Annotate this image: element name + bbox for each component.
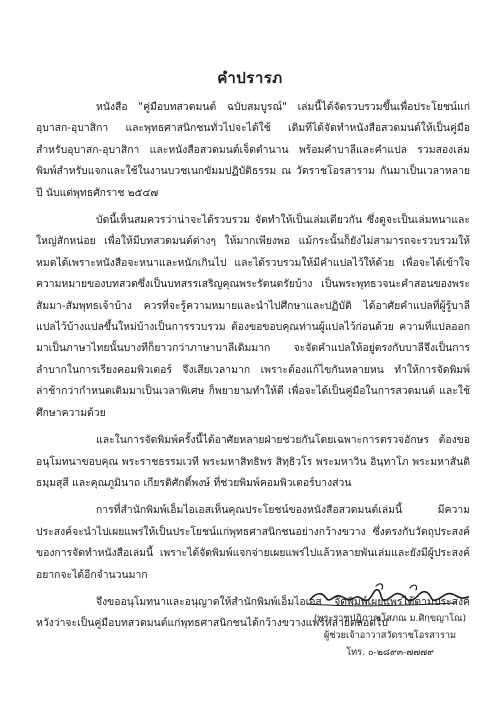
signature-block (300, 580, 480, 661)
paragraph-intro: หนังสือ "คู่มือบทสวดมนต์ ฉบับสมบูรณ์" เล่มนี้ได้จัดรวบรวมขึ้นเพื่อประโยชน์แก่อุบาสก-อุบาสิกา และพุทธศาสนิกชนทั่วไปจะได้ใช้ เดิมทีได้จัดทำหนังสือสวดมนต์ให้เป็นคู่มือสำหรับอุบาสก-อุบาสิกา และหนังสือสวดมนต์เจ็ดตำนาน พร้อมคำบาลีและคำแปล รวมสองเล่ม พิมพ์สำหรับแจกและใช้ในงานบวชเนกขัมมปฏิบัติธรรม ณ วัดราชโอรสาราม กันมาเป็นเวลาหลายปี นับแต่พุทธศักราช ๒๕๔๗ (36, 101, 470, 199)
document-body (36, 97, 470, 635)
paragraph-compilation: บัดนี้เห็นสมควรว่าน่าจะได้รวบรวม จัดทำให้เป็นเล่มเดียวกัน ซึ่งดูจะเป็นเล่มหนาและใหญ่สักหน่อย เพื่อให้มีบทสวดมนต์ต่างๆ ให้มากเพียงพอ แม้กระนั้นก็ยังไม่สามารถจะรวบรวมให้หมดได้เพราะหนังสือจะหนาและหนักเกินไป และได้รวบรวมให้มีคำแปลไว้ให้ด้วย เพื่อจะได้เข้าใจความหมายของบทสวดซึ่งเป็นบทสรรเสริญคุณพระรัตนตรัยบ้าง เป็นพระพุทธวจนะคำสอนของพระสัมมา-สัมพุทธเจ้าบ้าง ควรที่จะรู้ความหมายและนำไปศึกษาและปฏิบัติ ได้อาศัยคำแปลที่ผู้รู้บาลีแปลไว้บ้างแปลขึ้นใหม่บ้างเป็นการรวบรวม ต้องขอขอบคุณท่านผู้แปลไว้ก่อนด้วย ความที่แปลออกมาเป็นภาษาไทยนั้นบางทีก็ยาวกว่าภาษาบาลีเดิมมาก จะจัดคำแปลให้อยู่ตรงกับบาลีจึงเป็นการลำบากในการเรียงคอมพิวเตอร์ จึงเสียเวลามาก เพราะต้องแก้ไขกันหลายหน ทำให้การจัดพิมพ์ล่าช้ากว่ากำหนดเดิมมาเป็นเวลาพิเศษ ก็พยายามทำให้ดี เพื่อจะได้เป็นคู่มือในการสวดมนต์ และใช้ศึกษาความด้วย (36, 214, 470, 419)
signatory-name: (พระราชปฏิภาณโสภณ ม.ศิกฺขญาโณ) (313, 613, 467, 624)
handwritten-signature (306, 580, 474, 608)
paragraph-publisher: การที่สำนักพิมพ์เอ็มไอเอสเห็นคุณประโยชน์ของหนังสือสวดมนต์เล่มนี้ มีความประสงค์จะนำไปเผยแพร่ให้เป็นประโยชน์แก่พุทธศาสนิกชนอย่างกว้างขวาง ซึ่งตรงกับวัตถุประสงค์ของการจัดทำหนังสือเล่มนี้ เพราะได้จัดพิมพ์แจกจ่ายเผยแพร่ไปแล้วหลายพันเล่มและยังมีผู้ประสงค์อยากจะได้อีกจำนวนมาก (36, 504, 470, 581)
document-title: คำปรารภ (217, 69, 283, 87)
paragraph-closing: จึงขออนุโมทนาและอนุญาตให้สำนักพิมพ์เอ็มไอเอส จัดพิมพ์เผยแพร่ได้ตามประสงค์ หวังว่าจะเป็นคู่มือบทสวดมนต์แก่พุทธศาสนิกชนได้กว้างขวางแพร่หลายตลอดไป (36, 595, 470, 630)
paragraph-acknowledgements: และในการจัดพิมพ์ครั้งนี้ได้อาศัยหลายฝ่ายช่วยกันโดยเฉพาะการตรวจอักษร ต้องขออนุโมทนาขอบคุณ พระราชธรรมเวที พระมหาสิทธิพร สิทฺธิวโร พระมหาวิน อินฺทาโภ พระมหาสันติ ธมฺมสุสี และคุณภูมินาถ เกียรติศักดิ์พงษ์ ที่ช่วยพิมพ์คอมพิวเตอร์บางส่วน (36, 434, 470, 489)
signatory-phone: โทร. ๐-๒๘๙๓-๗๗๗๙ (346, 647, 434, 658)
signatory-position: ผู้ช่วยเจ้าอาวาสวัดราชโอรสาราม (323, 630, 457, 641)
